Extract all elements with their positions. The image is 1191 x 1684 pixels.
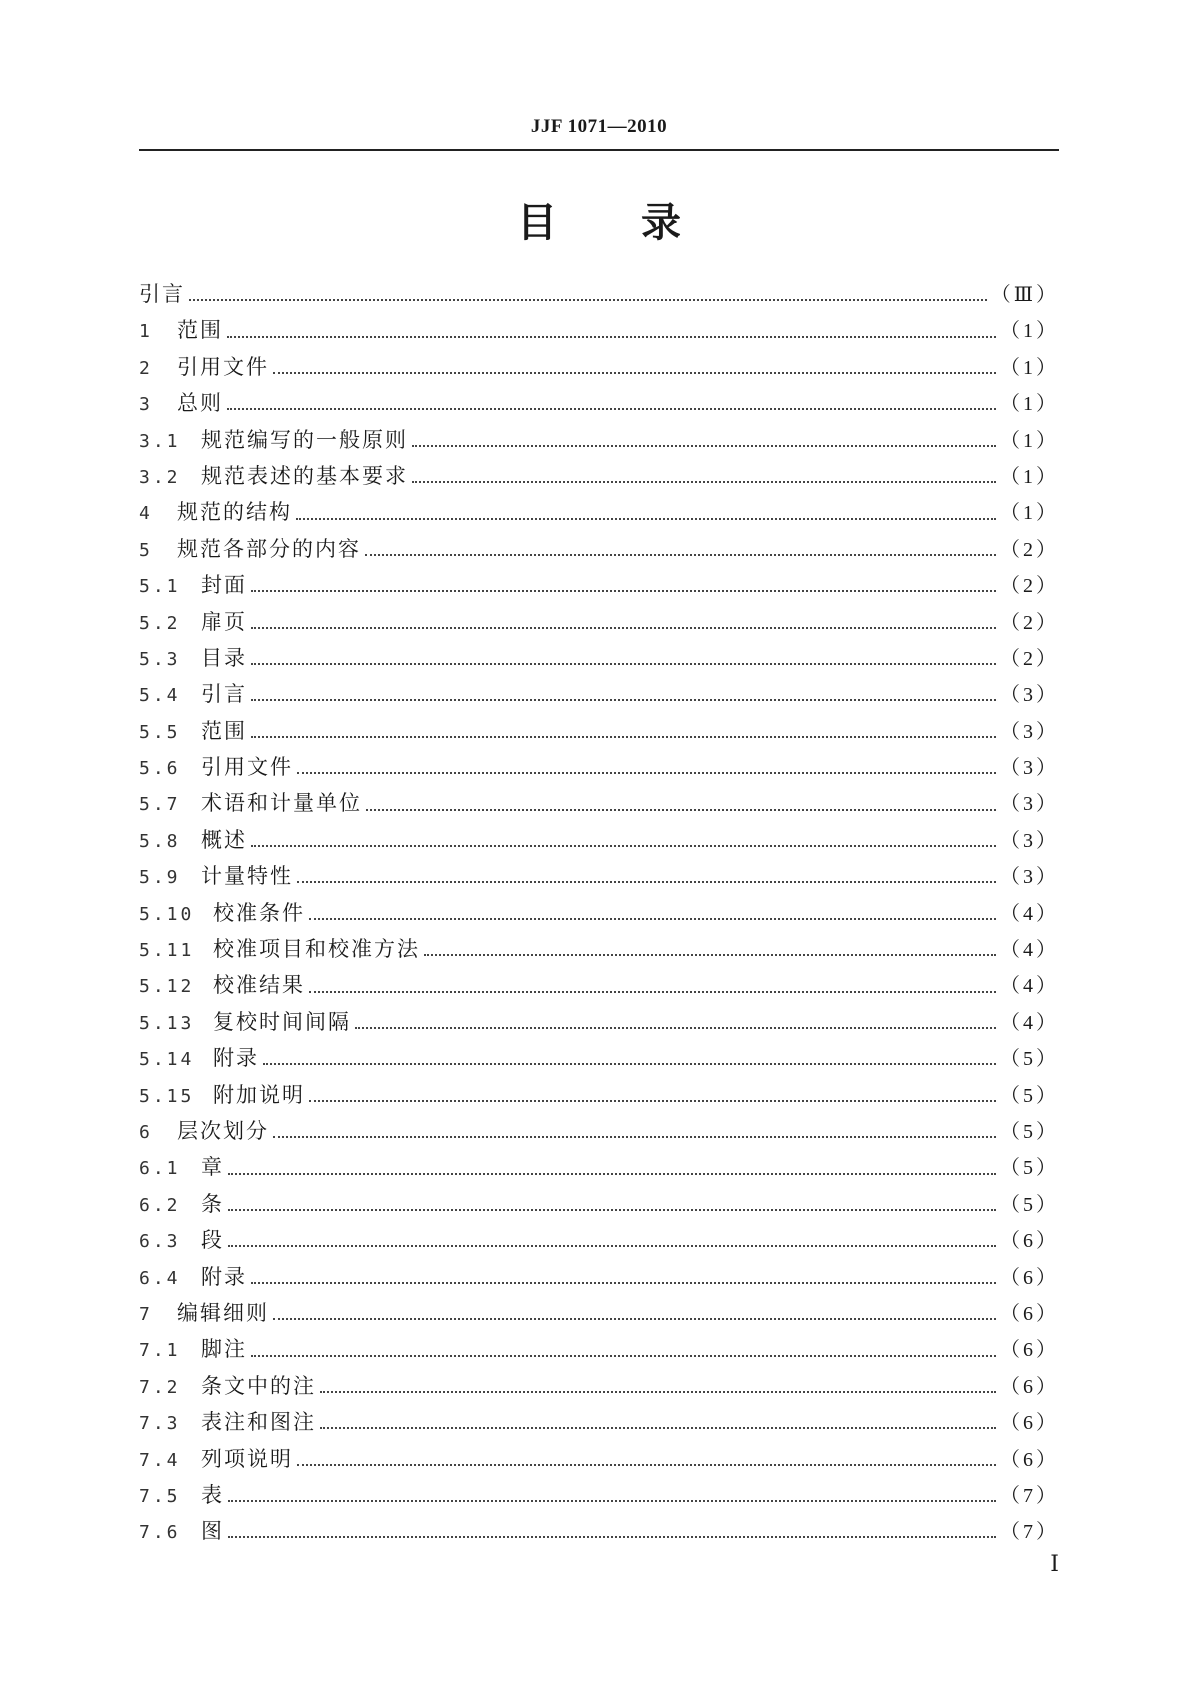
toc-entry-number: 5.12	[139, 976, 195, 998]
toc-entry-title: 校准条件	[213, 900, 305, 925]
toc-entry-title: 编辑细则	[177, 1300, 269, 1325]
toc-entry-page: （3）	[1000, 829, 1059, 852]
toc-entry-page: （1）	[1000, 356, 1059, 379]
toc-entry-page: （5）	[1000, 1048, 1059, 1071]
toc-entry-title: 附录	[201, 1264, 247, 1289]
toc-entry-page: （4）	[1000, 1011, 1059, 1034]
dot-leader	[365, 554, 996, 556]
dot-leader	[320, 1427, 996, 1429]
toc-entry[interactable]	[139, 1113, 1059, 1149]
dot-leader	[297, 1464, 996, 1466]
toc-entry-title: 规范的结构	[177, 500, 292, 525]
toc-entry-title: 表	[201, 1482, 224, 1507]
toc-entry-number: 5.8	[139, 830, 181, 852]
toc-entry[interactable]	[139, 422, 1059, 458]
toc-entry[interactable]	[139, 567, 1059, 603]
dot-leader	[355, 1027, 996, 1029]
standard-code-header: JJF 1071—2010	[530, 116, 668, 137]
toc-entry-page: （2）	[1000, 647, 1059, 670]
dot-leader	[228, 1245, 996, 1247]
toc-entry[interactable]	[139, 1222, 1059, 1258]
toc-entry-number: 5.13	[139, 1012, 195, 1034]
toc-entry-number: 5.10	[139, 903, 195, 925]
toc-entry-page: （3）	[1000, 866, 1059, 889]
dot-leader	[309, 1100, 996, 1102]
toc-entry[interactable]	[139, 312, 1059, 348]
dot-leader	[297, 772, 996, 774]
toc-entry-number: 5.1	[139, 576, 181, 598]
dot-leader	[228, 1173, 996, 1175]
dot-leader	[189, 299, 987, 301]
toc-entry[interactable]	[139, 895, 1059, 931]
toc-entry-page: （2）	[1000, 538, 1059, 561]
toc-entry-number: 5.4	[139, 685, 181, 707]
toc-entry-title: 范围	[177, 318, 223, 343]
toc-entry-number: 5.15	[139, 1085, 195, 1107]
toc-entry[interactable]	[139, 1149, 1059, 1185]
toc-entry[interactable]	[139, 276, 1059, 312]
toc-entry-number: 5.7	[139, 794, 181, 816]
toc-entry-number: 5.2	[139, 612, 181, 634]
dot-leader	[228, 1536, 996, 1538]
toc-entry-page: （3）	[1000, 684, 1059, 707]
toc-entry-number: 5.9	[139, 867, 181, 889]
dot-leader	[227, 336, 996, 338]
toc-entry-title: 术语和计量单位	[201, 791, 362, 816]
toc-entry[interactable]	[139, 967, 1059, 1003]
toc-entry[interactable]	[139, 749, 1059, 785]
page-title: 目录	[517, 200, 765, 246]
toc-entry-title: 扉页	[201, 609, 247, 634]
dot-leader	[251, 699, 996, 701]
toc-entry[interactable]	[139, 349, 1059, 385]
toc-entry[interactable]	[139, 458, 1059, 494]
toc-entry-page: （6）	[1000, 1266, 1059, 1289]
toc-entry[interactable]	[139, 1331, 1059, 1367]
toc-entry-page: （6）	[1000, 1339, 1059, 1362]
dot-leader	[309, 918, 996, 920]
toc-entry-title: 校准项目和校准方法	[213, 937, 420, 962]
dot-leader	[251, 663, 996, 665]
dot-leader	[228, 1500, 996, 1502]
toc-entry[interactable]	[139, 822, 1059, 858]
toc-entry-page: （2）	[1000, 575, 1059, 598]
toc-entry-number: 7.4	[139, 1449, 181, 1471]
toc-entry-number: 1	[139, 321, 153, 343]
toc-entry-page: （4）	[1000, 939, 1059, 962]
dot-leader	[424, 954, 996, 956]
toc-entry-number: 3.1	[139, 430, 181, 452]
dot-leader	[309, 991, 996, 993]
toc-entry-title: 规范编写的一般原则	[201, 427, 408, 452]
toc-entry-number: 7.6	[139, 1522, 181, 1544]
toc-entry-number: 6.3	[139, 1231, 181, 1253]
dot-leader	[251, 627, 996, 629]
toc-entry-title: 规范各部分的内容	[177, 536, 361, 561]
toc-entry-number: 5.14	[139, 1049, 195, 1071]
toc-entry-page: （Ⅲ）	[990, 284, 1059, 306]
dot-leader	[251, 1282, 996, 1284]
dot-leader	[366, 809, 996, 811]
toc-entry-page: （4）	[1000, 902, 1059, 925]
toc-entry-title: 引言	[201, 682, 247, 707]
toc-entry-title: 图	[201, 1519, 224, 1544]
toc-entry[interactable]	[139, 385, 1059, 421]
toc-entry-page: （1）	[1000, 429, 1059, 452]
toc-entry-title: 段	[201, 1228, 224, 1253]
toc-entry-page: （5）	[1000, 1193, 1059, 1216]
dot-leader	[263, 1063, 996, 1065]
toc-entry[interactable]	[139, 1004, 1059, 1040]
toc-entry[interactable]	[139, 676, 1059, 712]
toc-entry-title: 脚注	[201, 1337, 247, 1362]
toc-entry[interactable]	[139, 1477, 1059, 1513]
toc-entry-number: 5.6	[139, 758, 181, 780]
toc-entry-page: （1）	[1000, 393, 1059, 416]
dot-leader	[227, 408, 996, 410]
toc-entry-title: 复校时间间隔	[213, 1009, 351, 1034]
toc-entry-title: 引用文件	[201, 755, 293, 780]
dot-leader	[297, 881, 996, 883]
toc-entry[interactable]	[139, 1040, 1059, 1076]
header-divider	[139, 149, 1059, 151]
toc-entry-number: 7	[139, 1303, 153, 1325]
toc-entry-number: 2	[139, 357, 153, 379]
toc-entry-title: 条	[201, 1191, 224, 1216]
dot-leader	[251, 1355, 996, 1357]
dot-leader	[412, 481, 996, 483]
toc-entry-number: 3.2	[139, 466, 181, 488]
toc-entry-number: 7.2	[139, 1376, 181, 1398]
toc-entry-number: 7.3	[139, 1413, 181, 1435]
dot-leader	[251, 736, 996, 738]
toc-entry-title: 条文中的注	[201, 1373, 316, 1398]
toc-entry-title: 计量特性	[201, 864, 293, 889]
toc-entry[interactable]	[139, 640, 1059, 676]
toc-entry-title: 引用文件	[177, 354, 269, 379]
toc-entry[interactable]	[139, 531, 1059, 567]
toc-entry-number: 6.2	[139, 1194, 181, 1216]
toc-entry[interactable]	[139, 1295, 1059, 1331]
toc-entry[interactable]	[139, 1077, 1059, 1113]
dot-leader	[251, 845, 996, 847]
toc-entry-number: 3	[139, 394, 153, 416]
toc-entry-page: （3）	[1000, 720, 1059, 743]
table-of-contents	[139, 276, 1059, 1550]
toc-entry-page: （7）	[1000, 1521, 1059, 1544]
toc-entry-number: 6.4	[139, 1267, 181, 1289]
toc-entry-page: （1）	[1000, 502, 1059, 525]
toc-entry-title: 层次划分	[177, 1118, 269, 1143]
toc-entry-page: （6）	[1000, 1375, 1059, 1398]
toc-entry-page: （1）	[1000, 320, 1059, 343]
toc-entry[interactable]	[139, 713, 1059, 749]
toc-entry-title: 校准结果	[213, 973, 305, 998]
toc-entry-title: 范围	[201, 718, 247, 743]
toc-entry[interactable]	[139, 1513, 1059, 1549]
toc-entry-page: （5）	[1000, 1084, 1059, 1107]
toc-entry-page: （2）	[1000, 611, 1059, 634]
toc-entry-title: 引言	[139, 282, 185, 306]
dot-leader	[412, 445, 996, 447]
toc-entry[interactable]	[139, 1368, 1059, 1404]
toc-entry-number: 4	[139, 503, 153, 525]
toc-entry-number: 5	[139, 539, 153, 561]
toc-entry[interactable]	[139, 1441, 1059, 1477]
toc-entry-number: 6	[139, 1121, 153, 1143]
toc-entry-page: （5）	[1000, 1157, 1059, 1180]
toc-entry-page: （7）	[1000, 1484, 1059, 1507]
toc-entry-number: 6.1	[139, 1158, 181, 1180]
toc-entry[interactable]	[139, 1259, 1059, 1295]
dot-leader	[273, 372, 996, 374]
toc-entry-page: （5）	[1000, 1120, 1059, 1143]
toc-entry-title: 表注和图注	[201, 1410, 316, 1435]
toc-entry-title: 列项说明	[201, 1446, 293, 1471]
dot-leader	[228, 1209, 996, 1211]
toc-entry[interactable]	[139, 858, 1059, 894]
dot-leader	[273, 1318, 996, 1320]
toc-entry-title: 附录	[213, 1046, 259, 1071]
toc-entry-title: 总则	[177, 391, 223, 416]
toc-entry-title: 概述	[201, 827, 247, 852]
toc-entry[interactable]	[139, 1186, 1059, 1222]
dot-leader	[320, 1391, 996, 1393]
toc-entry-number: 5.3	[139, 648, 181, 670]
dot-leader	[296, 518, 996, 520]
toc-entry-page: （3）	[1000, 757, 1059, 780]
toc-entry-page: （4）	[1000, 975, 1059, 998]
toc-entry-title: 章	[201, 1155, 224, 1180]
toc-entry-page: （1）	[1000, 465, 1059, 488]
toc-entry-page: （6）	[1000, 1302, 1059, 1325]
toc-entry[interactable]	[139, 494, 1059, 530]
toc-entry-page: （3）	[1000, 793, 1059, 816]
toc-entry-page: （6）	[1000, 1448, 1059, 1471]
toc-entry-title: 封面	[201, 573, 247, 598]
toc-entry-page: （6）	[1000, 1412, 1059, 1435]
dot-leader	[251, 590, 996, 592]
toc-entry[interactable]	[139, 604, 1059, 640]
toc-entry-number: 7.1	[139, 1340, 181, 1362]
toc-entry-title: 附加说明	[213, 1082, 305, 1107]
toc-entry-number: 5.5	[139, 721, 181, 743]
toc-entry[interactable]	[139, 931, 1059, 967]
toc-entry-number: 5.11	[139, 940, 195, 962]
toc-entry-number: 7.5	[139, 1485, 181, 1507]
toc-entry-page: （6）	[1000, 1230, 1059, 1253]
dot-leader	[273, 1136, 996, 1138]
toc-entry[interactable]	[139, 1404, 1059, 1440]
toc-entry-title: 规范表述的基本要求	[201, 463, 408, 488]
toc-entry[interactable]	[139, 785, 1059, 821]
page-number: Ⅰ	[1050, 1551, 1059, 1576]
toc-entry-title: 目录	[201, 645, 247, 670]
